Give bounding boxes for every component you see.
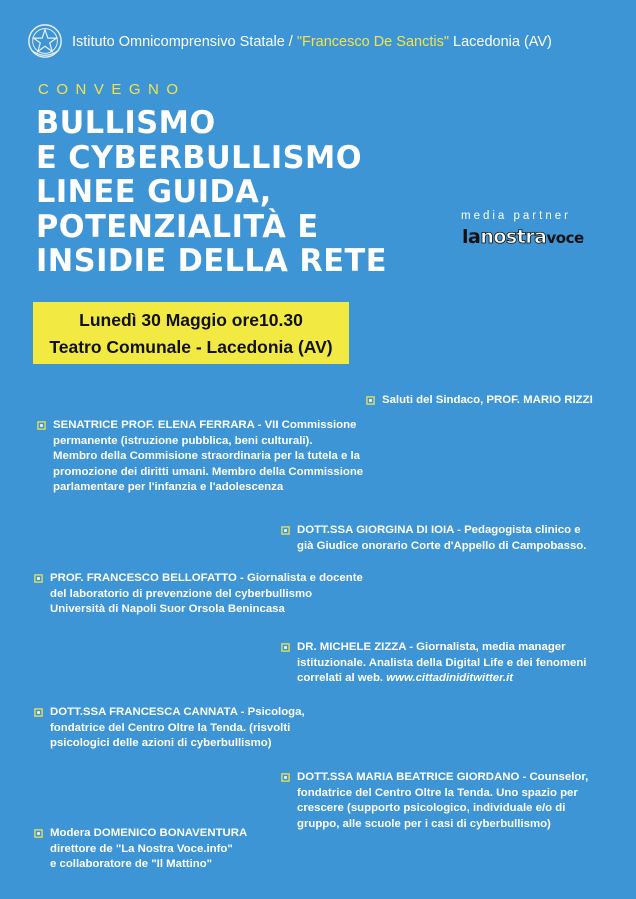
media-partner-label: media partner [461,210,571,222]
event-type: CONVEGNO [38,81,186,98]
date-venue-box [33,302,349,364]
speaker-item [50,705,305,752]
speaker-item [50,571,363,618]
speaker-line: Saluti del Sindaco, PROF. MARIO RIZZI [382,394,593,406]
speaker-line: PROF. FRANCESCO BELLOFATTO - Giornalista e docente [50,572,363,584]
square-bullet-icon [34,829,43,838]
speaker-line: già Giudice onorario Corte d'Appello di Campobasso. [297,539,587,552]
logo-nostra: nostra [480,226,547,248]
event-date: Lunedì 30 Maggio ore10.30 [79,310,303,330]
speaker-line: DR. MICHELE ZIZZA - Giornalista, media manager [297,641,566,653]
title-line: E CYBERBULLISMO [36,139,363,176]
square-bullet-icon [34,574,43,583]
speaker-line: Modera DOMENICO BONAVENTURA [50,827,248,839]
square-bullet-icon [281,526,290,535]
speaker-item [297,640,586,687]
speaker-line-prefix: correlati al web. [297,672,387,684]
media-partner-logo [462,226,607,248]
institute-header [72,34,552,50]
speaker-line: Membro della Commisione straordinaria per la tutela e la [53,450,361,462]
institute-name: "Francesco De Sanctis" [296,34,449,50]
speaker-line: fondatrice del Centro Oltre la Tenda. Uno spazio per [297,786,578,799]
speaker-item [53,418,363,496]
institute-prefix: Istituto Omnicomprensivo Statale / [72,34,297,50]
logo-la: la [462,226,481,248]
event-venue: Teatro Comunale - Lacedonia (AV) [49,337,333,357]
speaker-line: gruppo, alle scuole per i casi di cyberbullismo) [297,817,551,830]
speaker-line [297,671,586,687]
title-line: LINEE GUIDA, [36,174,272,210]
speaker-line: DOTT.SSA GIORGINA DI IOIA - Pedagogista clinico e [297,524,581,536]
logo-voce: voce [546,229,584,247]
square-bullet-icon [281,773,290,782]
speaker-line: SENATRICE PROF. ELENA FERRARA - VII Commissione [53,419,357,431]
speaker-line: promozione dei diritti umani. Membro della Commissione [53,465,364,478]
title-line: POTENZIALITÀ E [36,208,319,245]
speaker-item [382,393,593,409]
speaker-line: e collaboratore de "Il Mattino" [50,858,213,870]
speaker-line: crescere (supporto psicologico, individuale e/o di [297,802,566,814]
speaker-line: psicologici delle azioni di cyberbullismo) [50,737,272,749]
square-bullet-icon [34,708,43,717]
speaker-line: permanente (istruzione pubblica, beni culturali). [53,434,313,447]
speaker-line: istituzionale. Analista della Digital Life e dei fenomeni [297,656,587,669]
square-bullet-icon [366,396,375,405]
speaker-line: fondatrice del Centro Oltre la Tenda. (risvolti [50,721,291,734]
speaker-item [50,826,247,873]
square-bullet-icon [37,421,46,430]
event-title [36,106,387,279]
title-line: BULLISMO [36,105,216,141]
speaker-line: del laboratorio di prevenzione del cyberbullismo [50,587,313,600]
title-line: INSIDIE DELLA RETE [36,243,387,279]
institute-place: Lacedonia (AV) [448,34,552,50]
speaker-line: Università di Napoli Suor Orsola Benincasa [50,603,285,615]
twitter-website-link[interactable]: www.cittadiniditwitter.it [386,672,514,684]
square-bullet-icon [281,643,290,652]
speaker-line: DOTT.SSA MARIA BEATRICE GIORDANO - Counselor, [297,771,589,783]
speaker-line: direttore de "La Nostra Voce.info" [50,842,233,855]
speaker-line: DOTT.SSA FRANCESCA CANNATA - Psicologa, [50,706,305,718]
speaker-item [297,523,586,554]
speaker-line: parlamentare per l'infanzia e l'adolescenza [53,481,284,493]
speaker-item [297,770,588,832]
republic-emblem-icon [26,22,64,60]
